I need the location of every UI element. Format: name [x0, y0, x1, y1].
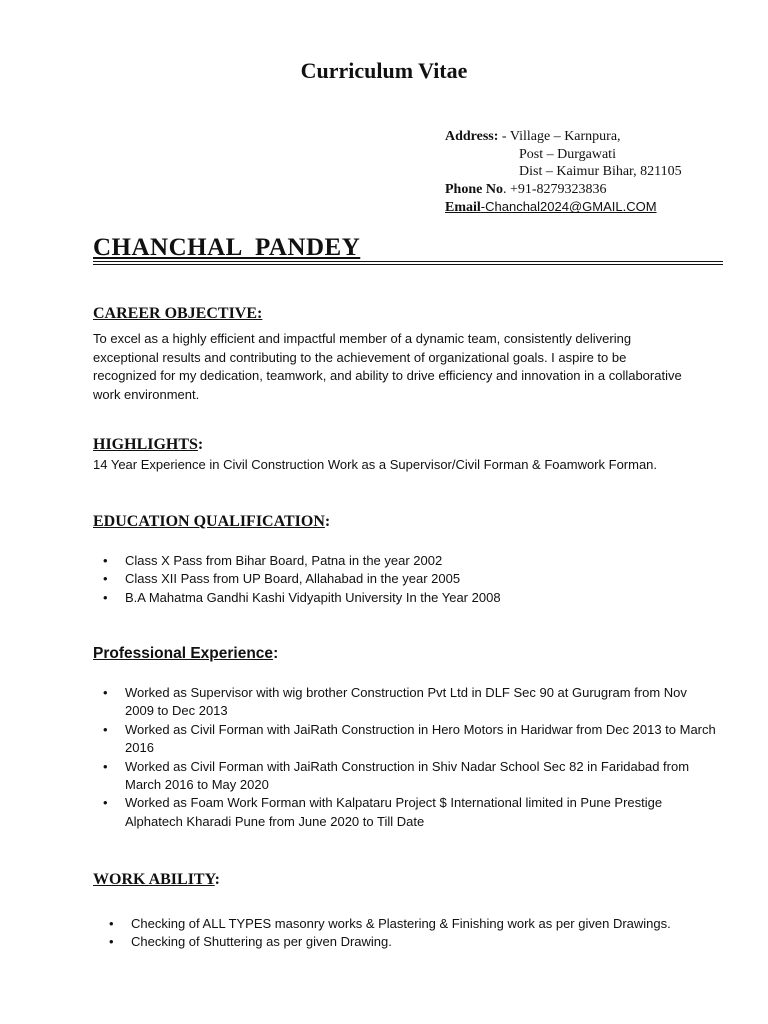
work-ability-heading — [93, 871, 220, 889]
highlights-colon: : — [197, 436, 204, 453]
address-post: Post – Durgawati — [519, 146, 616, 162]
experience-colon: : — [273, 645, 279, 662]
document-title: Curriculum Vitae — [300, 58, 468, 83]
list-item: • Checking of Shuttering as per given Drawing. — [99, 933, 739, 951]
address-label: Address: — [445, 129, 499, 144]
experience-heading-text: Professional Experience — [93, 645, 274, 662]
list-item: • B.A Mahatma Gandhi Kashi Vidyapith University In the Year 2008 — [93, 589, 733, 607]
work-ability-list-wrap — [99, 915, 739, 952]
email-label: Email — [445, 200, 481, 216]
name-rule-top — [93, 261, 723, 262]
work-ability-colon: : — [214, 871, 220, 888]
list-item: • Checking of ALL TYPES masonry works & Plastering & Finishing work as per given Drawings. — [99, 915, 739, 933]
education-list — [93, 552, 733, 607]
career-objective-text: To excel as a highly efficient and impactful member of a dynamic team, consistently delivering exceptional results and contributing to the achievement of organizational goals. I aspire to be recognized for my dedication, teamwork, and ability to drive efficiency and innovation in a collaborative work environment. — [93, 331, 682, 402]
education-heading-text: EDUCATION QUALIFICATION — [93, 513, 325, 530]
list-item: • Worked as Civil Forman with JaiRath Construction in Hero Motors in Haridwar from Dec 2013 to March 2016 — [93, 721, 718, 758]
email-line — [445, 198, 682, 217]
phone-label: Phone No — [445, 181, 503, 197]
education-list-wrap — [93, 552, 733, 607]
name-rule-bottom — [93, 264, 723, 265]
phone-line — [445, 181, 682, 199]
experience-list — [93, 684, 718, 831]
highlights-text: 14 Year Experience in Civil Construction Work as a Supervisor/Civil Forman & Foamwork Forman. — [93, 457, 658, 472]
email-value: -Chanchal2024@GMAIL.COM — [480, 199, 657, 215]
experience-heading — [93, 645, 278, 663]
address-line-1 — [445, 128, 682, 146]
list-item: • Worked as Supervisor with wig brother Construction Pvt Ltd in DLF Sec 90 at Gurugram from Nov 2009 to Dec 2013 — [93, 684, 718, 721]
education-colon: : — [324, 513, 331, 530]
phone-value: . +91-8279323836 — [502, 181, 607, 197]
career-objective-heading-text: CAREER OBJECTIVE: — [93, 305, 263, 322]
list-item: • Class XII Pass from UP Board, Allahabad in the year 2005 — [93, 570, 733, 588]
list-item: • Worked as Civil Forman with JaiRath Construction in Shiv Nadar School Sec 82 in Faridabad from March 2016 to May 2020 — [93, 758, 718, 795]
career-objective-heading — [93, 305, 262, 323]
list-item: • Class X Pass from Bihar Board, Patna in the year 2002 — [93, 552, 733, 570]
work-ability-heading-text: WORK ABILITY — [93, 871, 215, 888]
list-item: • Worked as Foam Work Forman with Kalpataru Project $ International limited in Pune Prestige Alphatech Kharadi Pune from June 2020 to Till Date — [93, 794, 718, 831]
address-district: Dist – Kaimur Bihar, 821105 — [519, 164, 682, 180]
highlights-heading — [93, 436, 203, 454]
address-village: - Village – Karnpura, — [498, 129, 621, 144]
education-heading — [93, 513, 330, 531]
experience-list-wrap — [93, 684, 718, 831]
work-ability-list — [99, 915, 739, 952]
address-block — [445, 128, 682, 217]
candidate-name: CHANCHAL PANDEY — [93, 234, 361, 261]
highlights-heading-text: HIGHLIGHTS — [93, 436, 198, 453]
